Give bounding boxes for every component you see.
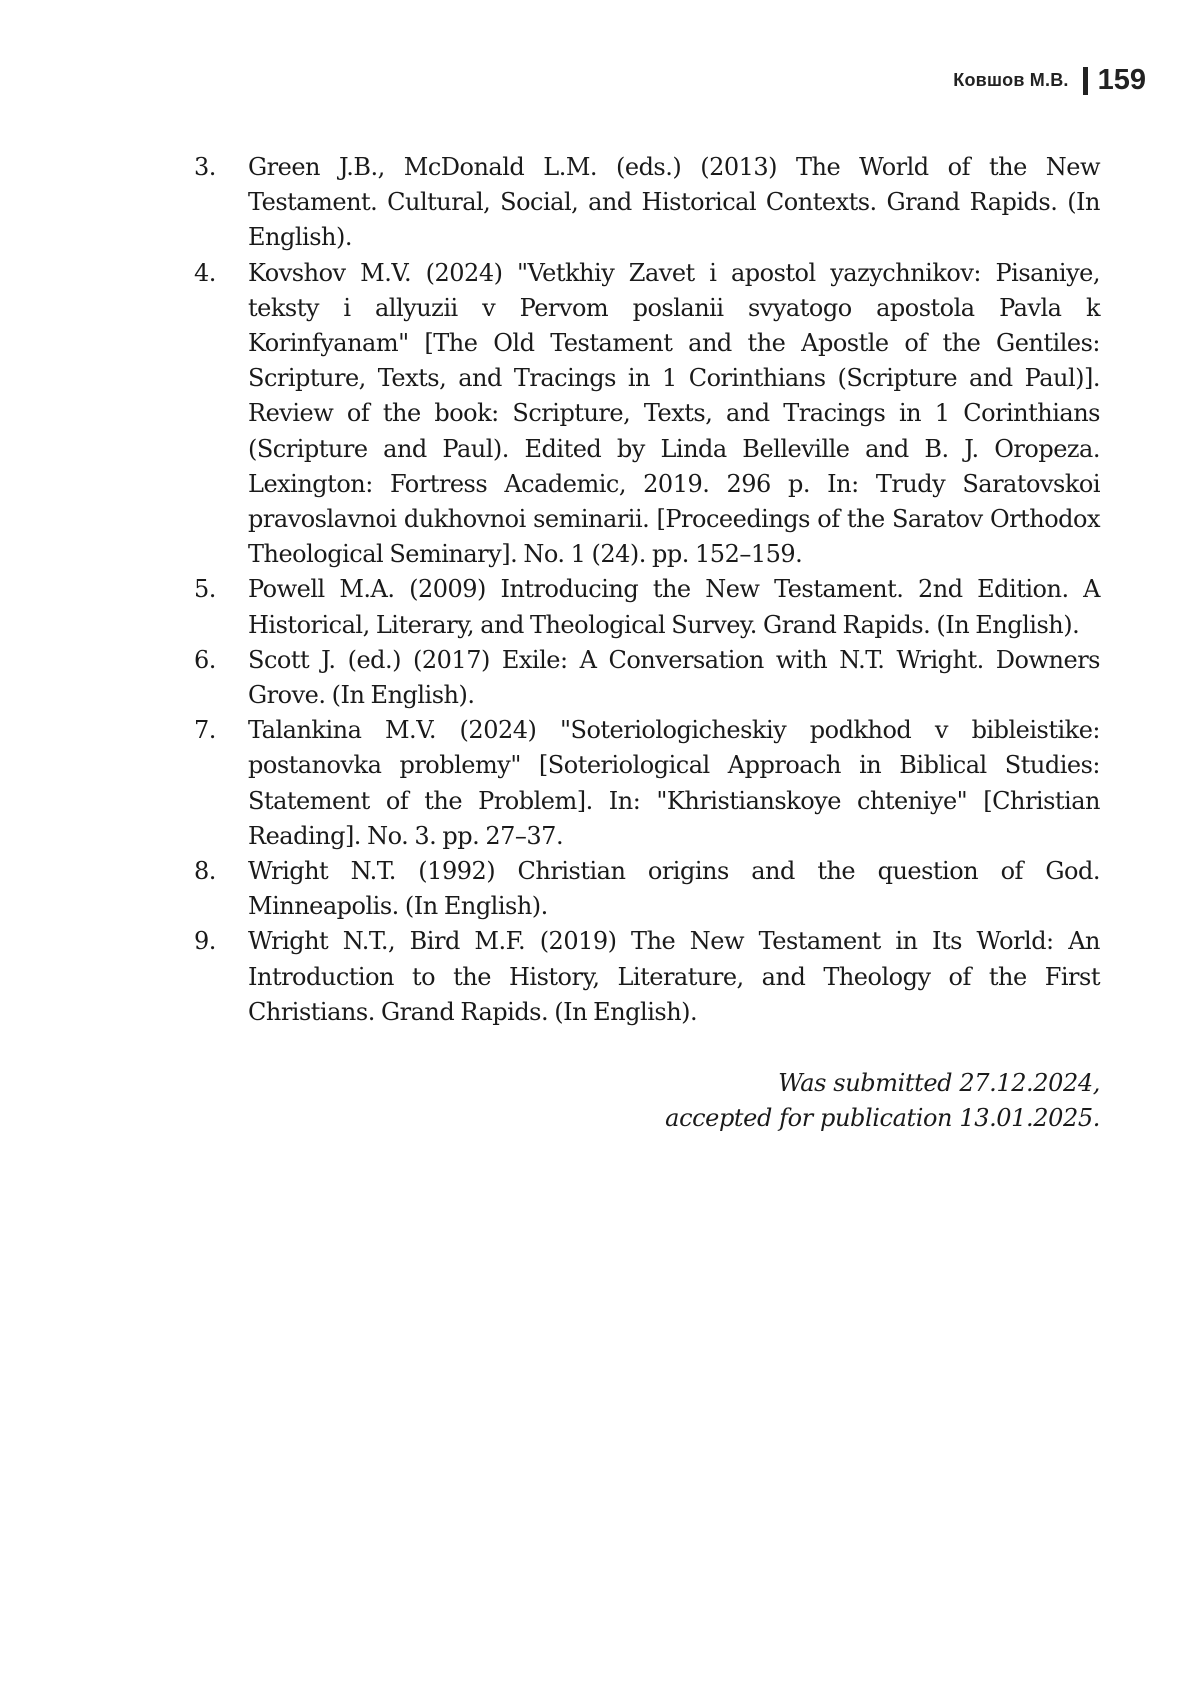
reference-number: 9.	[194, 927, 216, 956]
reference-number: 8.	[194, 857, 216, 886]
reference-text: Wright N.T. (1992) Christian origins and the question of God. Minneapolis. (In English).	[248, 857, 1100, 921]
reference-item	[190, 150, 1100, 256]
running-header	[953, 64, 1146, 97]
header-divider-bar	[1083, 67, 1088, 95]
submission-dates	[665, 1066, 1100, 1136]
reference-list	[190, 150, 1100, 1030]
accepted-date: accepted for publication 13.01.2025.	[665, 1104, 1100, 1133]
reference-text: Scott J. (ed.) (2017) Exile: A Conversation with N.T. Wright. Downers Grove. (In English).	[248, 645, 1100, 710]
reference-text: Wright N.T., Bird M.F. (2019) The New Testament in Its World: An Introduction to the History, Literature, and Theology of the First Christians. Grand Rapids. (In English).	[248, 927, 1100, 1026]
reference-item	[190, 256, 1100, 573]
reference-number: 6.	[194, 645, 216, 674]
reference-item	[190, 924, 1100, 1030]
reference-item	[190, 643, 1100, 713]
reference-item	[190, 854, 1100, 924]
reference-text: Kovshov M.V. (2024) "Vetkhiy Zavet i apostol yazychnikov: Pisaniye, teksty i allyuzii v Pervom poslanii svyatogo apostola Pavla k Korinfyanam" [The Old Testament and the Apostle of the Gentiles: Scripture, Texts, and Tracings in 1 Corinthians (Scripture and Paul)]. Review of the book: Scripture, Texts, and Tracings in 1 Corinthians (Scripture and Paul). Edited by Linda Belleville and B. J. Oropeza. Lexington: Fortress Academic, 2019. 296 p. In: Trudy Saratovskoi pravoslavnoi dukhovnoi seminarii. [Proceedings of the Saratov Orthodox Theological Seminary]. No. 1 (24). pp. 152–159.	[248, 258, 1100, 569]
reference-number: 5.	[194, 575, 216, 604]
reference-item	[190, 713, 1100, 854]
reference-number: 4.	[194, 258, 216, 287]
reference-number: 3.	[194, 153, 216, 181]
submitted-date: Was submitted 27.12.2024,	[778, 1069, 1100, 1097]
reference-text: Green J.B., McDonald L.M. (eds.) (2013) The World of the New Testament. Cultural, Social, and Historical Contexts. Grand Rapids. (In English).	[248, 153, 1100, 252]
reference-number: 7.	[194, 716, 216, 745]
reference-text: Powell M.A. (2009) Introducing the New Testament. 2nd Edition. A Historical, Literary, and Theological Survey. Grand Rapids. (In English).	[248, 575, 1100, 639]
reference-item	[190, 572, 1100, 642]
reference-text: Talankina M.V. (2024) "Soteriologicheskiy podkhod v bibleistike: postanovka problemy" [Soteriological Approach in Biblical Studies: Statement of the Problem]. In: "Khristianskoye chteniye" [Christian Reading]. No. 3. pp. 27–37.	[248, 716, 1100, 850]
running-header-author: Ковшов М.В.	[953, 70, 1069, 90]
page-number: 159	[1097, 64, 1146, 96]
